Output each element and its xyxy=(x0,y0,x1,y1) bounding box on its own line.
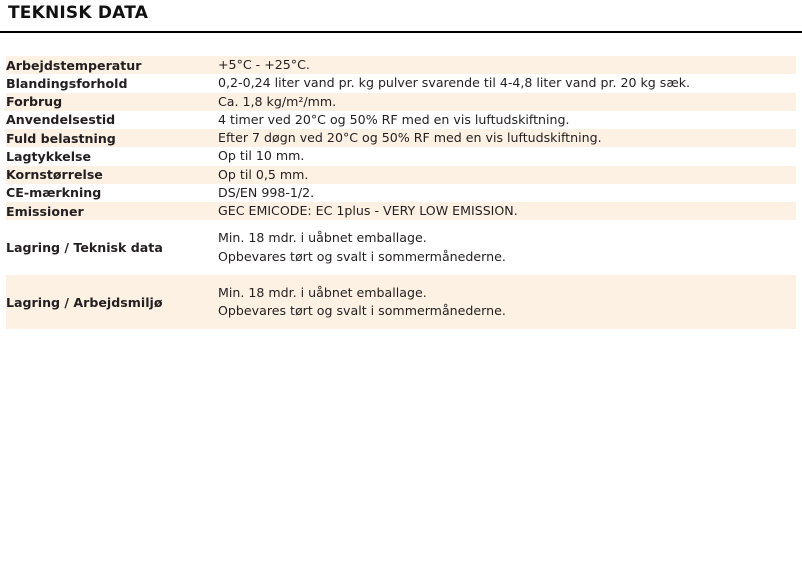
table-row xyxy=(6,93,796,111)
row-value xyxy=(218,111,796,129)
row-value xyxy=(218,220,796,275)
row-value-line: Min. 18 mdr. i uåbnet emballage. xyxy=(218,284,427,300)
row-value-line: DS/EN 998-1/2. xyxy=(218,184,315,200)
row-value xyxy=(218,74,796,92)
table-body xyxy=(6,56,796,329)
row-label: Kornstørrelse xyxy=(6,167,103,183)
row-label: Lagring / Arbejdsmiljø xyxy=(6,294,163,310)
table-row xyxy=(6,202,796,220)
title-divider xyxy=(0,31,802,33)
row-value-line: GEC EMICODE: EC 1plus - VERY LOW EMISSION. xyxy=(218,203,518,218)
table-row xyxy=(6,184,796,202)
row-value xyxy=(218,202,796,220)
row-value xyxy=(218,166,796,184)
row-label: Lagtykkelse xyxy=(6,148,92,164)
table-row xyxy=(6,220,796,275)
table-row xyxy=(6,147,796,165)
row-label: CE-mærkning xyxy=(6,185,102,201)
table-row xyxy=(6,275,796,330)
page-title: TEKNISK DATA xyxy=(8,3,149,23)
row-label: Emissioner xyxy=(6,203,84,219)
row-value-line: Ca. 1,8 kg/m²/mm. xyxy=(218,93,337,109)
row-label: Fuld belastning xyxy=(6,130,116,146)
table-row xyxy=(6,74,796,92)
technical-data-table-container xyxy=(0,56,802,329)
row-value-line: 0,2-0,24 liter vand pr. kg pulver svarende til 4-4,8 liter vand pr. 20 kg sæk. xyxy=(218,75,691,91)
row-value xyxy=(218,56,796,74)
row-value-line: +5°C - +25°C. xyxy=(218,57,310,72)
row-label: Anvendelsestid xyxy=(6,112,116,128)
row-value-line: Min. 18 mdr. i uåbnet emballage. xyxy=(218,230,427,246)
row-value-line: Opbevares tørt og svalt i sommermånederne. xyxy=(218,248,506,264)
table-row xyxy=(6,111,796,129)
row-value xyxy=(218,129,796,147)
row-value xyxy=(218,93,796,111)
row-value-line: Opbevares tørt og svalt i sommermånederne. xyxy=(218,303,506,318)
row-label: Lagring / Teknisk data xyxy=(6,240,163,255)
technical-data-table xyxy=(6,56,796,329)
row-value-line: Efter 7 døgn ved 20°C og 50% RF med en vis luftudskiftning. xyxy=(218,130,602,145)
table-row xyxy=(6,129,796,147)
row-value xyxy=(218,184,796,202)
row-value xyxy=(218,275,796,330)
row-label: Forbrug xyxy=(6,94,63,110)
table-row xyxy=(6,56,796,74)
row-value xyxy=(218,147,796,165)
row-label: Arbejdstemperatur xyxy=(6,57,142,73)
row-value-line: Op til 0,5 mm. xyxy=(218,166,309,182)
row-value-line: Op til 10 mm. xyxy=(218,148,305,164)
row-label: Blandingsforhold xyxy=(6,75,128,91)
table-row xyxy=(6,166,796,184)
row-value-line: 4 timer ved 20°C og 50% RF med en vis luftudskiftning. xyxy=(218,111,570,127)
